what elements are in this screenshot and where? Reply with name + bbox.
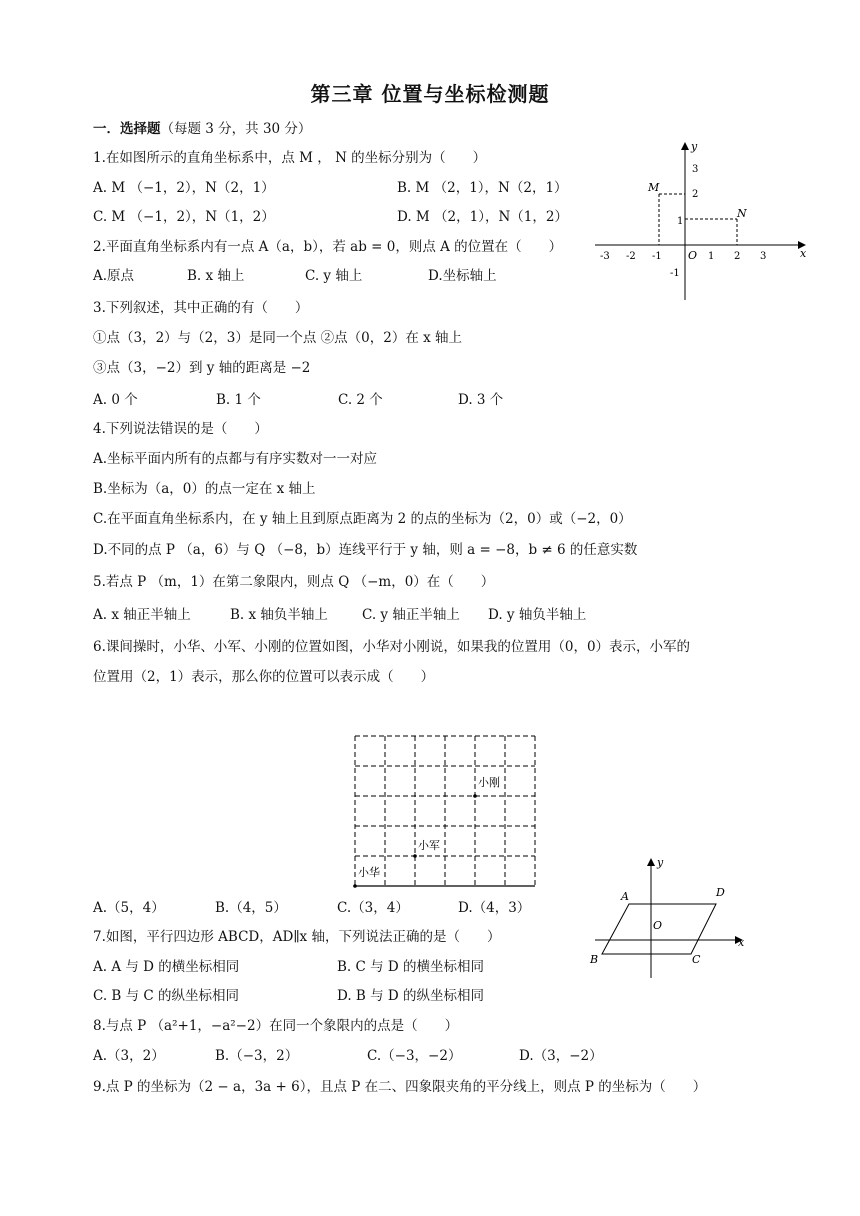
grid-label-xiaogang: 小刚 (478, 776, 500, 789)
fig1-y-label: y (691, 140, 698, 153)
q6-position-grid (350, 732, 542, 890)
q2-option-d: D.坐标轴上 (428, 268, 497, 284)
q7-option-c: C. B 与 C 的纵坐标相同 (93, 988, 240, 1004)
grid-label-xiaohua: 小华 (358, 866, 380, 879)
fig7-x-label: x (738, 936, 745, 949)
q7-stem: 7.如图，平行四边形 ABCD，AD∥x 轴，下列说法正确的是（ ） (93, 929, 501, 945)
q7-option-b: B. C 与 D 的横坐标相同 (337, 959, 485, 975)
q4-option-a: A.坐标平面内所有的点都与有序实数对一一对应 (93, 451, 378, 467)
page-title: 第三章 位置与坐标检测题 (310, 82, 550, 106)
q6-option-d: D.（4，3） (458, 900, 531, 916)
fig7-point-a: A (621, 890, 629, 903)
q8-stem: 8.与点 P （a²+1，−a²−2）在同一个象限内的点是（ ） (93, 1018, 459, 1034)
q1-option-a: A. M （−1，2），N（2，1） (93, 180, 275, 196)
fig1-y-tick: 3 (692, 164, 699, 175)
fig1-x-tick: 2 (734, 251, 741, 262)
q7-option-d: D. B 与 D 的纵坐标相同 (337, 988, 485, 1004)
fig1-y-tick: 2 (692, 189, 699, 200)
q8-option-d: D.（3，−2） (519, 1048, 603, 1064)
section-heading-line (93, 120, 311, 138)
fig1-point-m: M (648, 181, 660, 194)
q8-option-b: B.（−3，2） (215, 1048, 299, 1064)
q5-option-d: D. y 轴负半轴上 (488, 607, 587, 623)
q3-statement-1-2: ①点（3，2）与（2，3）是同一个点 ②点（0，2）在 x 轴上 (93, 330, 463, 346)
section-heading: 一．选择题 (93, 121, 161, 137)
q4-stem: 4.下列说法错误的是（ ） (93, 421, 268, 437)
q9-stem: 9.点 P 的坐标为（2 − a，3a + 6），且点 P 在二、四象限夹角的平分线上，则点 P 的坐标为（ ） (93, 1079, 707, 1095)
q4-option-b: B.坐标为（a，0）的点一定在 x 轴上 (93, 481, 316, 497)
fig7-origin-label: O (653, 919, 663, 932)
section-note: （每题 3 分，共 30 分） (160, 121, 312, 137)
q6-stem-line-1: 6.课间操时，小华、小军、小刚的位置如图，小华对小刚说，如果我的位置用（0，0）表示，小军的 (93, 639, 691, 655)
fig1-x-tick: 1 (708, 251, 715, 262)
q3-option-d: D. 3 个 (458, 392, 504, 408)
q3-option-c: C. 2 个 (338, 392, 383, 408)
q1-option-c: C. M （−1，2），N（1，2） (93, 209, 275, 225)
q8-option-a: A.（3，2） (93, 1048, 165, 1064)
q7-parallelogram-figure (585, 852, 755, 982)
q1-option-b: B. M （2，1），N（2，1） (397, 180, 568, 196)
fig1-x-tick: -2 (626, 251, 636, 262)
q3-option-a: A. 0 个 (93, 392, 138, 408)
q2-stem: 2.平面直角坐标系内有一点 A（a，b），若 ab = 0，则点 A 的位置在（ ） (93, 239, 563, 255)
fig7-point-c: C (692, 953, 701, 966)
fig7-y-label: y (657, 856, 664, 869)
fig1-x-tick: -1 (652, 251, 662, 262)
fig7-point-b: B (590, 953, 599, 966)
q2-option-c: C. y 轴上 (305, 268, 363, 284)
fig7-point-d: D (716, 886, 725, 899)
fig1-x-label: x (800, 247, 807, 260)
q4-option-d: D.不同的点 P （a，6）与 Q （−8，b）连线平行于 y 轴，则 a = −8，b ≠ 6 的任意实数 (93, 542, 638, 558)
q3-stem: 3.下列叙述，其中正确的有（ ） (93, 300, 309, 316)
q2-option-a: A.原点 (93, 268, 135, 284)
q5-option-a: A. x 轴正半轴上 (93, 607, 191, 623)
q1-coordinate-figure (590, 138, 815, 303)
fig1-origin-label: O (688, 249, 698, 262)
q7-option-a: A. A 与 D 的横坐标相同 (93, 959, 240, 975)
fig1-x-tick: -3 (600, 251, 610, 262)
fig1-point-n: N (737, 207, 747, 220)
fig1-y-tick: -1 (670, 268, 680, 279)
fig1-y-tick: 1 (677, 216, 684, 227)
q5-option-c: C. y 轴正半轴上 (362, 607, 460, 623)
q6-stem-line-2: 位置用（2，1）表示，那么你的位置可以表示成（ ） (93, 669, 435, 685)
q6-option-c: C.（3，4） (337, 900, 409, 916)
fig1-x-tick: 3 (760, 251, 767, 262)
q5-stem: 5.若点 P （m，1）在第二象限内，则点 Q （−m，0）在（ ） (93, 574, 495, 590)
q5-option-b: B. x 轴负半轴上 (230, 607, 328, 623)
q3-statement-3: ③点（3，−2）到 y 轴的距离是 −2 (93, 360, 311, 376)
grid-label-xiaojun: 小军 (418, 839, 440, 852)
q2-option-b: B. x 轴上 (187, 268, 245, 284)
q6-option-b: B.（4，5） (215, 900, 287, 916)
q1-option-d: D. M （2，1），N（1，2） (397, 209, 568, 225)
q3-option-b: B. 1 个 (216, 392, 261, 408)
q1-stem: 1.在如图所示的直角坐标系中，点 M ， N 的坐标分别为（ ） (93, 150, 487, 166)
q6-option-a: A.（5，4） (93, 900, 165, 916)
q4-option-c: C.在平面直角坐标系内，在 y 轴上且到原点距离为 2 的点的坐标为（2，0）或（−2，0） (93, 511, 632, 527)
q8-option-c: C.（−3，−2） (367, 1048, 462, 1064)
